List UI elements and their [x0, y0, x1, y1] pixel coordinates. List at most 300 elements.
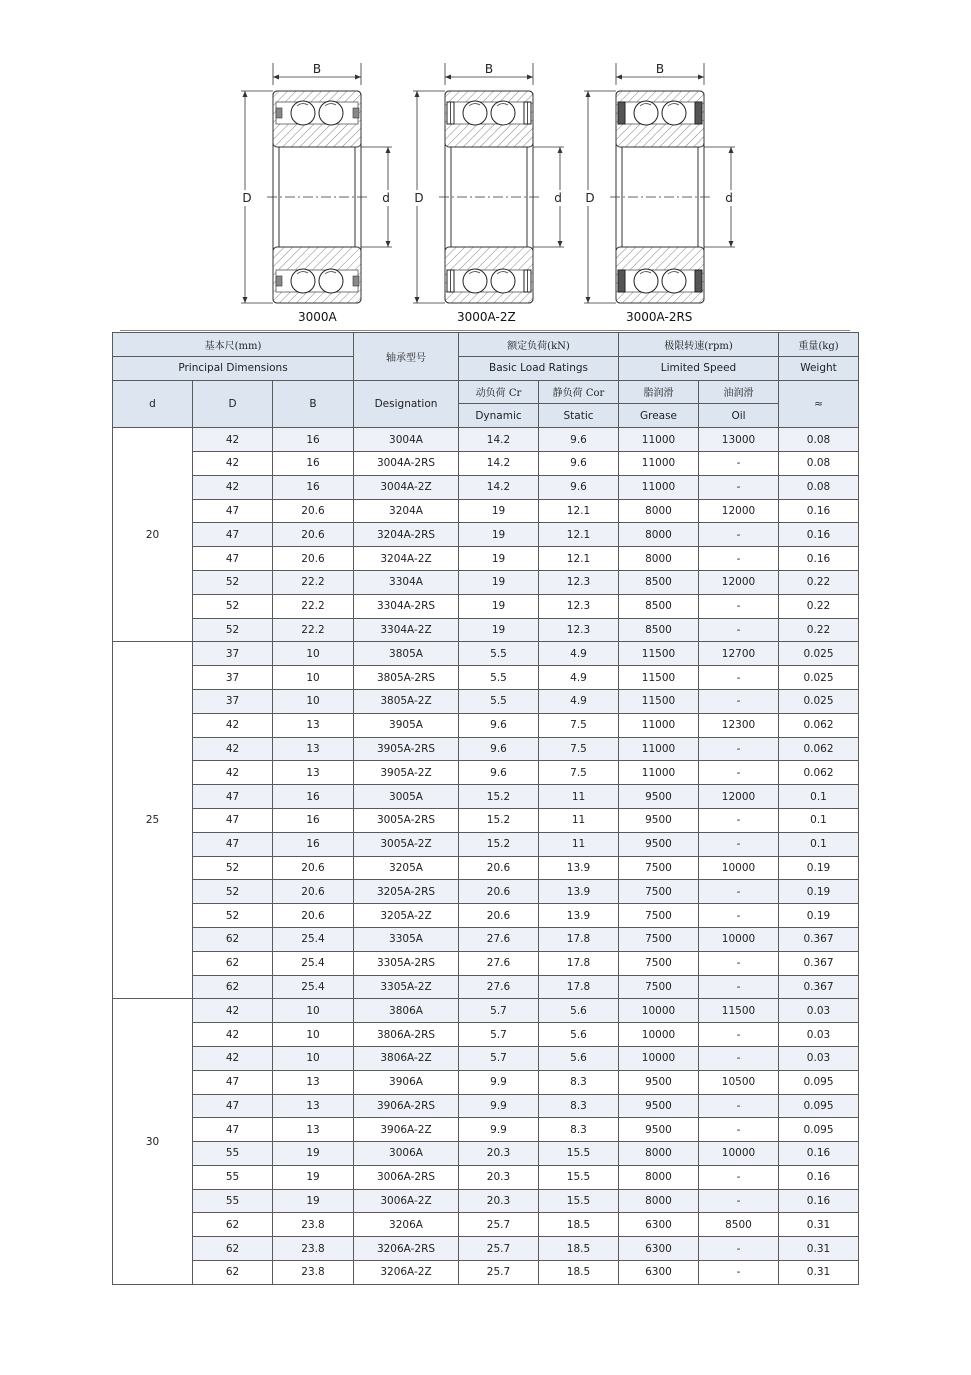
cell-grease: 6300 — [619, 1213, 699, 1237]
cell-weight: 0.1 — [779, 808, 859, 832]
table-row — [113, 523, 859, 547]
bearing-spec-table — [112, 332, 859, 1285]
drawing-3000a-2rs — [573, 55, 743, 340]
static-cn: 静负荷 Cor — [539, 380, 619, 404]
weight-cn: 重量(kg) — [779, 333, 859, 357]
cell-D: 47 — [193, 523, 273, 547]
cell-grease: 10000 — [619, 1046, 699, 1070]
cell-B: 10 — [273, 642, 354, 666]
cell-dynamic: 20.6 — [459, 904, 539, 928]
cell-D: 52 — [193, 880, 273, 904]
table-row — [113, 737, 859, 761]
cell-B: 19 — [273, 1189, 354, 1213]
cell-weight: 0.095 — [779, 1070, 859, 1094]
cell-designation: 3006A-2Z — [354, 1189, 459, 1213]
cell-D: 42 — [193, 451, 273, 475]
grease-cn: 脂润滑 — [619, 380, 699, 404]
cell-oil: - — [699, 1118, 779, 1142]
cell-B: 20.6 — [273, 547, 354, 571]
cell-oil: 10000 — [699, 1142, 779, 1166]
cell-D: 52 — [193, 904, 273, 928]
bearing-section-drawing — [230, 55, 400, 310]
cell-static: 5.6 — [539, 1023, 619, 1047]
cell-B: 16 — [273, 785, 354, 809]
cell-oil: 10000 — [699, 927, 779, 951]
cell-static: 5.6 — [539, 999, 619, 1023]
cell-D: 47 — [193, 547, 273, 571]
cell-designation: 3905A-2Z — [354, 761, 459, 785]
table-row — [113, 618, 859, 642]
cell-dynamic: 14.2 — [459, 475, 539, 499]
cell-designation: 3205A — [354, 856, 459, 880]
cell-static: 7.5 — [539, 713, 619, 737]
ball — [291, 101, 315, 125]
cell-weight: 0.03 — [779, 1046, 859, 1070]
cell-oil: - — [699, 761, 779, 785]
cell-oil: 12000 — [699, 570, 779, 594]
cell-dynamic: 19 — [459, 618, 539, 642]
cell-dynamic: 25.7 — [459, 1237, 539, 1261]
drawing-3000a-2z — [402, 55, 572, 340]
cell-designation: 3305A — [354, 927, 459, 951]
cell-dynamic: 9.6 — [459, 737, 539, 761]
cell-designation: 3004A-2RS — [354, 451, 459, 475]
cell-grease: 11000 — [619, 737, 699, 761]
cell-grease: 8000 — [619, 499, 699, 523]
cell-grease: 9500 — [619, 1118, 699, 1142]
bore-d-cell: 20 — [113, 428, 193, 642]
bearing-section-drawing — [573, 55, 743, 310]
cell-grease: 7500 — [619, 927, 699, 951]
cell-weight: 0.16 — [779, 547, 859, 571]
cell-grease: 6300 — [619, 1261, 699, 1285]
arrow-head — [273, 75, 279, 80]
table-row — [113, 880, 859, 904]
arrow-head — [243, 91, 248, 97]
cell-D: 55 — [193, 1142, 273, 1166]
cell-B: 16 — [273, 475, 354, 499]
cell-B: 20.6 — [273, 856, 354, 880]
table-row — [113, 642, 859, 666]
cell-dynamic: 15.2 — [459, 808, 539, 832]
cell-D: 55 — [193, 1189, 273, 1213]
cell-designation: 3905A-2RS — [354, 737, 459, 761]
cell-B: 13 — [273, 713, 354, 737]
cell-grease: 11000 — [619, 475, 699, 499]
table-row — [113, 475, 859, 499]
cell-B: 22.2 — [273, 618, 354, 642]
cell-dynamic: 5.7 — [459, 1023, 539, 1047]
cell-oil: - — [699, 1046, 779, 1070]
table-row — [113, 451, 859, 475]
dimension-label-D: D — [585, 191, 595, 205]
cell-grease: 7500 — [619, 951, 699, 975]
cell-B: 19 — [273, 1165, 354, 1189]
cell-B: 25.4 — [273, 975, 354, 999]
ball — [319, 101, 343, 125]
cell-B: 20.6 — [273, 880, 354, 904]
cell-static: 4.9 — [539, 666, 619, 690]
cell-oil: - — [699, 475, 779, 499]
cell-oil: - — [699, 832, 779, 856]
cell-B: 23.8 — [273, 1261, 354, 1285]
cell-weight: 0.1 — [779, 832, 859, 856]
ball — [463, 101, 487, 125]
cell-static: 11 — [539, 808, 619, 832]
cell-B: 22.2 — [273, 594, 354, 618]
cell-static: 8.3 — [539, 1070, 619, 1094]
cell-oil: - — [699, 737, 779, 761]
cell-grease: 11500 — [619, 689, 699, 713]
dimension-label-d: d — [725, 191, 733, 205]
arrow-head — [386, 147, 391, 153]
table-row — [113, 832, 859, 856]
cell-designation: 3906A-2RS — [354, 1094, 459, 1118]
cell-oil: 11500 — [699, 999, 779, 1023]
cell-weight: 0.16 — [779, 1189, 859, 1213]
cell-designation: 3906A — [354, 1070, 459, 1094]
cell-D: 42 — [193, 713, 273, 737]
table-row — [113, 1070, 859, 1094]
cell-static: 8.3 — [539, 1118, 619, 1142]
cell-dynamic: 27.6 — [459, 927, 539, 951]
cage-detail — [353, 276, 359, 286]
cell-weight: 0.19 — [779, 880, 859, 904]
cell-static: 17.8 — [539, 927, 619, 951]
cell-grease: 9500 — [619, 832, 699, 856]
bearing-section-drawing — [402, 55, 572, 310]
cell-B: 19 — [273, 1142, 354, 1166]
cell-D: 52 — [193, 594, 273, 618]
cell-dynamic: 5.7 — [459, 999, 539, 1023]
cell-weight: 0.095 — [779, 1094, 859, 1118]
cell-D: 47 — [193, 808, 273, 832]
cell-designation: 3204A-2Z — [354, 547, 459, 571]
cell-static: 17.8 — [539, 975, 619, 999]
divider — [120, 330, 850, 331]
arrow-head — [558, 241, 563, 247]
raceway — [619, 270, 701, 292]
cell-designation: 3304A — [354, 570, 459, 594]
principal-dimensions-cn: 基本尺(mm) — [113, 333, 354, 357]
cell-weight: 0.08 — [779, 451, 859, 475]
cell-dynamic: 9.9 — [459, 1094, 539, 1118]
cell-designation: 3906A-2Z — [354, 1118, 459, 1142]
table-row — [113, 1165, 859, 1189]
cell-static: 12.3 — [539, 570, 619, 594]
col-header-B: B — [273, 380, 354, 428]
table-row — [113, 594, 859, 618]
bore-d-cell: 25 — [113, 642, 193, 999]
cell-D: 47 — [193, 499, 273, 523]
table-row — [113, 689, 859, 713]
cell-grease: 11000 — [619, 451, 699, 475]
cell-B: 10 — [273, 666, 354, 690]
cell-grease: 10000 — [619, 999, 699, 1023]
arrow-head — [729, 241, 734, 247]
table-body — [113, 428, 859, 1285]
cell-oil: - — [699, 904, 779, 928]
table-row — [113, 713, 859, 737]
dynamic-cn: 动负荷 Cr — [459, 380, 539, 404]
cell-designation: 3806A — [354, 999, 459, 1023]
cell-grease: 7500 — [619, 880, 699, 904]
cell-weight: 0.062 — [779, 761, 859, 785]
drawing-label: 3000A — [298, 310, 337, 324]
cell-oil: - — [699, 594, 779, 618]
cell-static: 11 — [539, 785, 619, 809]
table-row — [113, 666, 859, 690]
raceway — [619, 102, 701, 124]
static-en: Static — [539, 404, 619, 428]
col-header-designation: Designation — [354, 380, 459, 428]
cell-weight: 0.367 — [779, 927, 859, 951]
cell-B: 13 — [273, 1094, 354, 1118]
table-row — [113, 856, 859, 880]
ball — [463, 269, 487, 293]
cell-designation: 3004A — [354, 428, 459, 452]
cell-oil: 8500 — [699, 1213, 779, 1237]
arrow-head — [586, 91, 591, 97]
cell-static: 12.1 — [539, 547, 619, 571]
cell-oil: - — [699, 1023, 779, 1047]
cell-B: 13 — [273, 761, 354, 785]
drawing-label: 3000A-2Z — [457, 310, 516, 324]
rubber-seal — [618, 270, 625, 292]
raceway — [448, 102, 530, 124]
dimension-label-D: D — [242, 191, 252, 205]
dimension-label-D: D — [414, 191, 424, 205]
cell-grease: 11000 — [619, 713, 699, 737]
cell-dynamic: 9.6 — [459, 761, 539, 785]
cell-static: 7.5 — [539, 761, 619, 785]
cell-grease: 9500 — [619, 1070, 699, 1094]
cell-weight: 0.367 — [779, 951, 859, 975]
cell-static: 18.5 — [539, 1213, 619, 1237]
cell-designation: 3006A-2RS — [354, 1165, 459, 1189]
limited-speed-cn: 极限转速(rpm) — [619, 333, 779, 357]
cell-D: 52 — [193, 570, 273, 594]
cell-dynamic: 15.2 — [459, 785, 539, 809]
cell-D: 62 — [193, 975, 273, 999]
cell-grease: 8500 — [619, 570, 699, 594]
cell-weight: 0.16 — [779, 523, 859, 547]
cell-weight: 0.08 — [779, 475, 859, 499]
cell-D: 52 — [193, 618, 273, 642]
cell-weight: 0.31 — [779, 1237, 859, 1261]
cell-B: 10 — [273, 689, 354, 713]
cell-B: 16 — [273, 451, 354, 475]
cell-D: 47 — [193, 1094, 273, 1118]
cell-weight: 0.16 — [779, 1142, 859, 1166]
cell-static: 12.3 — [539, 618, 619, 642]
cell-D: 62 — [193, 1213, 273, 1237]
bearing-drawings — [230, 55, 750, 340]
cell-oil: - — [699, 808, 779, 832]
drawing-3000a — [230, 55, 400, 340]
approx-symbol: ≈ — [779, 380, 859, 428]
table-row — [113, 1142, 859, 1166]
table-row — [113, 951, 859, 975]
cell-grease: 8000 — [619, 1189, 699, 1213]
cell-dynamic: 19 — [459, 570, 539, 594]
ball — [319, 269, 343, 293]
cell-dynamic: 5.5 — [459, 642, 539, 666]
cell-dynamic: 20.3 — [459, 1189, 539, 1213]
cell-oil: 12300 — [699, 713, 779, 737]
table-row — [113, 999, 859, 1023]
cell-dynamic: 20.3 — [459, 1142, 539, 1166]
cell-B: 13 — [273, 1070, 354, 1094]
cell-designation: 3905A — [354, 713, 459, 737]
table-row — [113, 785, 859, 809]
cell-designation: 3305A-2Z — [354, 975, 459, 999]
cell-oil: - — [699, 880, 779, 904]
ball — [662, 269, 686, 293]
cell-designation: 3006A — [354, 1142, 459, 1166]
cell-static: 4.9 — [539, 689, 619, 713]
cell-designation: 3005A-2Z — [354, 832, 459, 856]
cell-B: 20.6 — [273, 523, 354, 547]
cell-oil: 10000 — [699, 856, 779, 880]
cell-D: 37 — [193, 642, 273, 666]
table-row — [113, 808, 859, 832]
cell-grease: 8000 — [619, 547, 699, 571]
cell-dynamic: 9.6 — [459, 713, 539, 737]
cell-D: 55 — [193, 1165, 273, 1189]
cell-dynamic: 20.6 — [459, 856, 539, 880]
cell-static: 17.8 — [539, 951, 619, 975]
table-row — [113, 904, 859, 928]
cell-designation: 3806A-2Z — [354, 1046, 459, 1070]
cell-weight: 0.16 — [779, 1165, 859, 1189]
arrow-head — [616, 75, 622, 80]
rubber-seal — [695, 102, 702, 124]
cell-oil: 12700 — [699, 642, 779, 666]
cell-B: 20.6 — [273, 499, 354, 523]
ball — [491, 101, 515, 125]
cell-dynamic: 25.7 — [459, 1261, 539, 1285]
cell-oil: - — [699, 1094, 779, 1118]
table-row — [113, 1261, 859, 1285]
table-row — [113, 761, 859, 785]
raceway — [448, 270, 530, 292]
cell-oil: - — [699, 451, 779, 475]
cell-designation: 3005A-2RS — [354, 808, 459, 832]
dimension-label-d: d — [382, 191, 390, 205]
cell-weight: 0.31 — [779, 1261, 859, 1285]
cell-dynamic: 5.5 — [459, 666, 539, 690]
cell-weight: 0.08 — [779, 428, 859, 452]
cell-dynamic: 15.2 — [459, 832, 539, 856]
ball — [634, 269, 658, 293]
cell-designation: 3204A-2RS — [354, 523, 459, 547]
cell-weight: 0.1 — [779, 785, 859, 809]
cell-static: 9.6 — [539, 451, 619, 475]
cell-oil: - — [699, 666, 779, 690]
cell-weight: 0.367 — [779, 975, 859, 999]
cell-grease: 9500 — [619, 785, 699, 809]
cell-B: 13 — [273, 737, 354, 761]
cell-designation: 3205A-2Z — [354, 904, 459, 928]
cell-D: 42 — [193, 737, 273, 761]
table-row — [113, 547, 859, 571]
cell-oil: 12000 — [699, 785, 779, 809]
rubber-seal — [618, 102, 625, 124]
cell-oil: - — [699, 689, 779, 713]
cell-designation: 3805A-2RS — [354, 666, 459, 690]
cell-D: 62 — [193, 927, 273, 951]
cell-dynamic: 9.9 — [459, 1070, 539, 1094]
arrow-head — [729, 147, 734, 153]
arrow-head — [386, 241, 391, 247]
cell-weight: 0.16 — [779, 499, 859, 523]
cage-detail — [353, 108, 359, 118]
weight-en: Weight — [779, 356, 859, 380]
cell-dynamic: 19 — [459, 547, 539, 571]
bore-d-cell: 30 — [113, 999, 193, 1285]
table-row — [113, 1213, 859, 1237]
cell-weight: 0.025 — [779, 666, 859, 690]
arrow-head — [698, 75, 704, 80]
cell-weight: 0.19 — [779, 904, 859, 928]
cell-B: 25.4 — [273, 927, 354, 951]
arrow-head — [558, 147, 563, 153]
cell-weight: 0.095 — [779, 1118, 859, 1142]
ball — [662, 101, 686, 125]
cell-D: 42 — [193, 1023, 273, 1047]
ball — [491, 269, 515, 293]
rubber-seal — [695, 270, 702, 292]
dynamic-en: Dynamic — [459, 404, 539, 428]
cell-D: 62 — [193, 951, 273, 975]
cell-grease: 8000 — [619, 523, 699, 547]
arrow-head — [445, 75, 451, 80]
cell-D: 42 — [193, 1046, 273, 1070]
cell-weight: 0.22 — [779, 618, 859, 642]
cell-D: 52 — [193, 856, 273, 880]
cell-oil: - — [699, 618, 779, 642]
arrow-head — [415, 297, 420, 303]
cell-grease: 10000 — [619, 1023, 699, 1047]
cell-oil: 10500 — [699, 1070, 779, 1094]
principal-dimensions-en: Principal Dimensions — [113, 356, 354, 380]
cell-B: 23.8 — [273, 1213, 354, 1237]
grease-en: Grease — [619, 404, 699, 428]
cell-weight: 0.062 — [779, 737, 859, 761]
table-row — [113, 570, 859, 594]
cell-designation: 3305A-2RS — [354, 951, 459, 975]
cell-oil: - — [699, 1261, 779, 1285]
cell-grease: 11500 — [619, 666, 699, 690]
cage-detail — [276, 108, 282, 118]
cell-B: 16 — [273, 808, 354, 832]
cell-weight: 0.025 — [779, 642, 859, 666]
table-row — [113, 1237, 859, 1261]
cell-designation: 3204A — [354, 499, 459, 523]
cell-weight: 0.31 — [779, 1213, 859, 1237]
cell-grease: 11500 — [619, 642, 699, 666]
table-row — [113, 1118, 859, 1142]
cell-D: 47 — [193, 785, 273, 809]
ball — [634, 101, 658, 125]
table-row — [113, 1189, 859, 1213]
cell-dynamic: 19 — [459, 594, 539, 618]
cell-dynamic: 14.2 — [459, 428, 539, 452]
table-row — [113, 1023, 859, 1047]
cell-grease: 7500 — [619, 904, 699, 928]
limited-speed-en: Limited Speed — [619, 356, 779, 380]
